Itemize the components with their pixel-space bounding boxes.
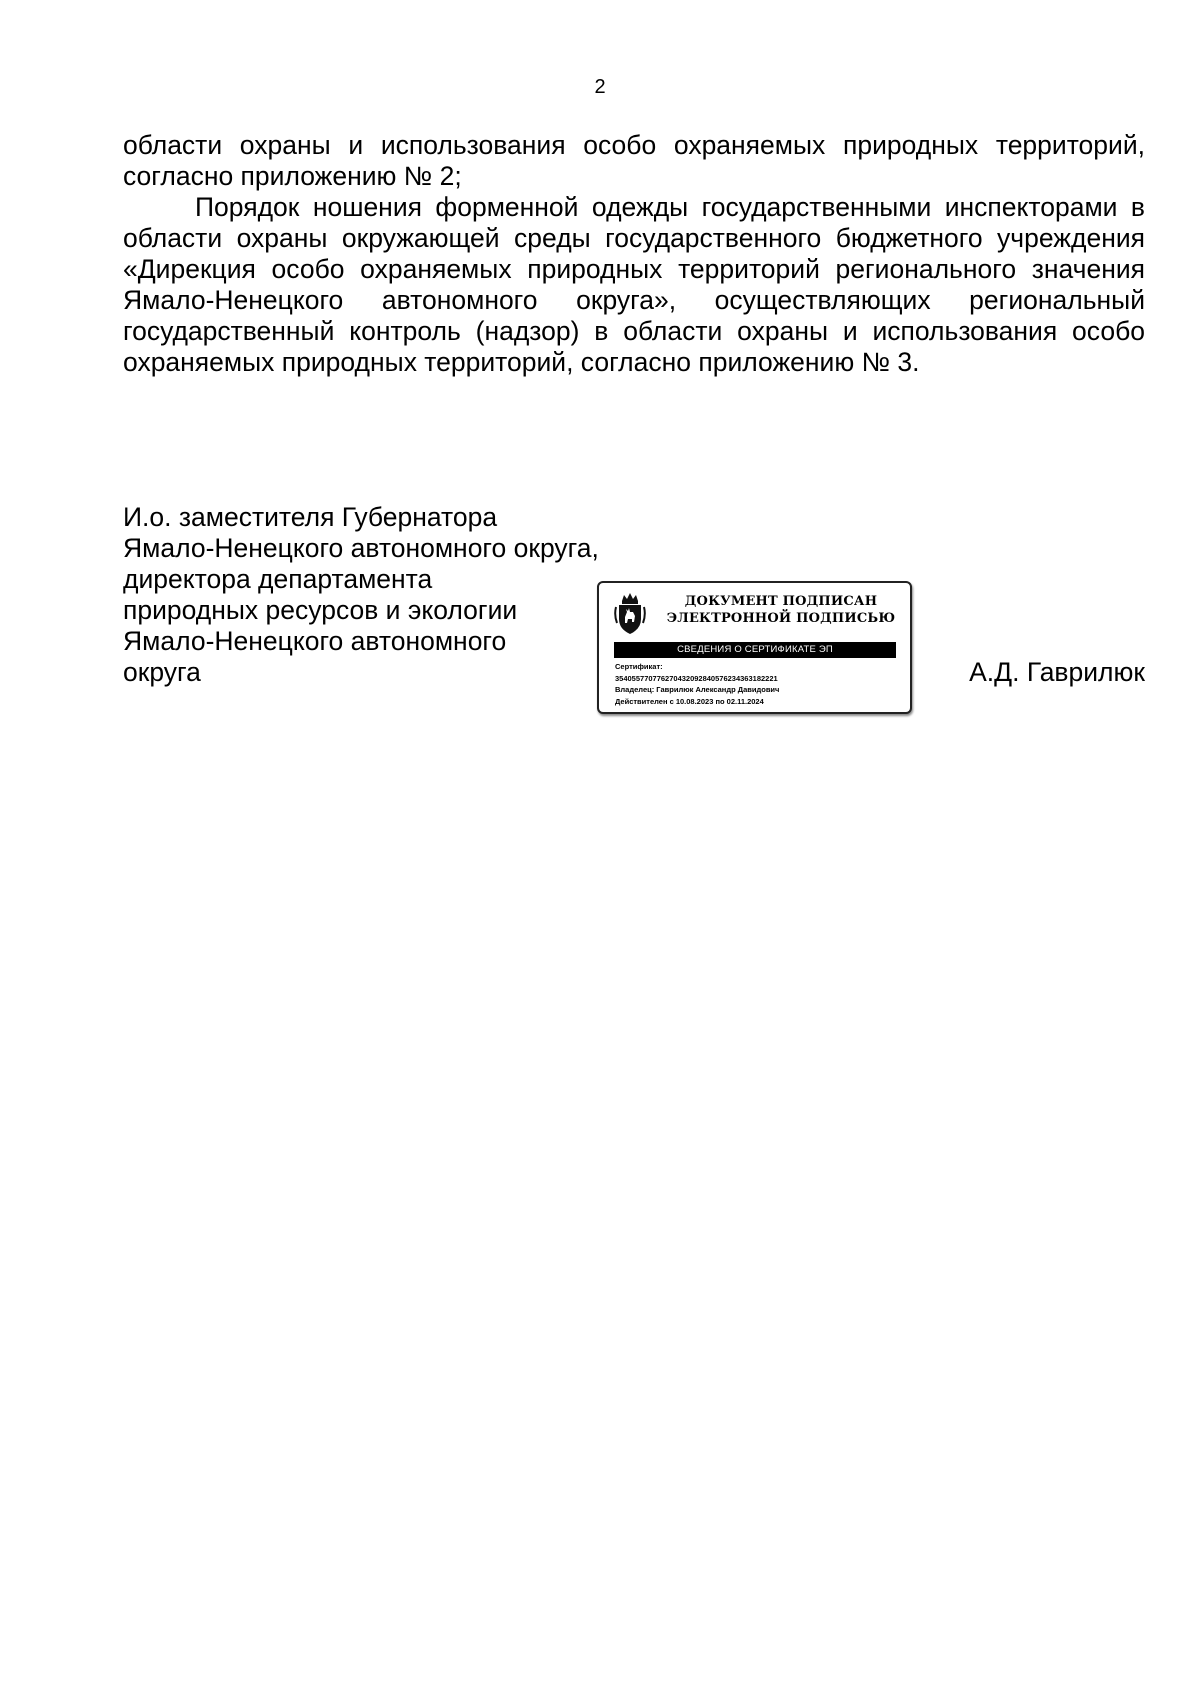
signer-position-line: Ямало-Ненецкого автономного (123, 626, 507, 656)
certificate-info-bar: СВЕДЕНИЯ О СЕРТИФИКАТЕ ЭП (614, 642, 896, 658)
certificate-label: Сертификат: (615, 662, 663, 671)
certificate-details (615, 661, 900, 707)
signer-position (123, 502, 599, 688)
signer-position-line: Ямало-Ненецкого автономного округа, (123, 533, 599, 563)
signer-name: А.Д. Гаврилюк (969, 657, 1145, 687)
document-body (123, 130, 1145, 378)
signer-position-line: И.о. заместителя Губернатора (123, 502, 498, 532)
signer-position-line: округа (123, 657, 201, 687)
signer-position-line: директора департамента (123, 564, 433, 594)
electronic-signature-stamp (597, 581, 912, 714)
certificate-number: 354055770776270432092840576234363182221 (615, 673, 778, 683)
certificate-validity: Действителен с 10.08.2023 по 02.11.2024 (615, 696, 764, 706)
stamp-title (661, 593, 901, 627)
signer-position-line: природных ресурсов и экологии (123, 595, 518, 625)
certificate-owner: Владелец: Гаврилюк Александр Давидович (615, 685, 780, 694)
page-number: 2 (594, 76, 606, 98)
stamp-title-line: ЭЛЕКТРОННОЙ ПОДПИСЬЮ (666, 611, 896, 626)
paragraph-appendix-3: Порядок ношения форменной одежды государственными инспекторами в области охраны окружающей среды государственного бюджетного учреждения «Дирекция особо охраняемых природных территорий регионального значения Ямало-Ненецкого автономного округа», осуществляющих региональный государственный контроль (надзор) в области охраны и использования особо охраняемых природных территорий, согласно приложению № 3. (123, 192, 1145, 377)
coat-of-arms-icon (613, 591, 647, 637)
stamp-title-line: ДОКУМЕНТ ПОДПИСАН (684, 594, 878, 609)
paragraph-appendix-2: области охраны и использования особо охраняемых природных территорий, согласно приложению № 2; (123, 130, 1145, 191)
